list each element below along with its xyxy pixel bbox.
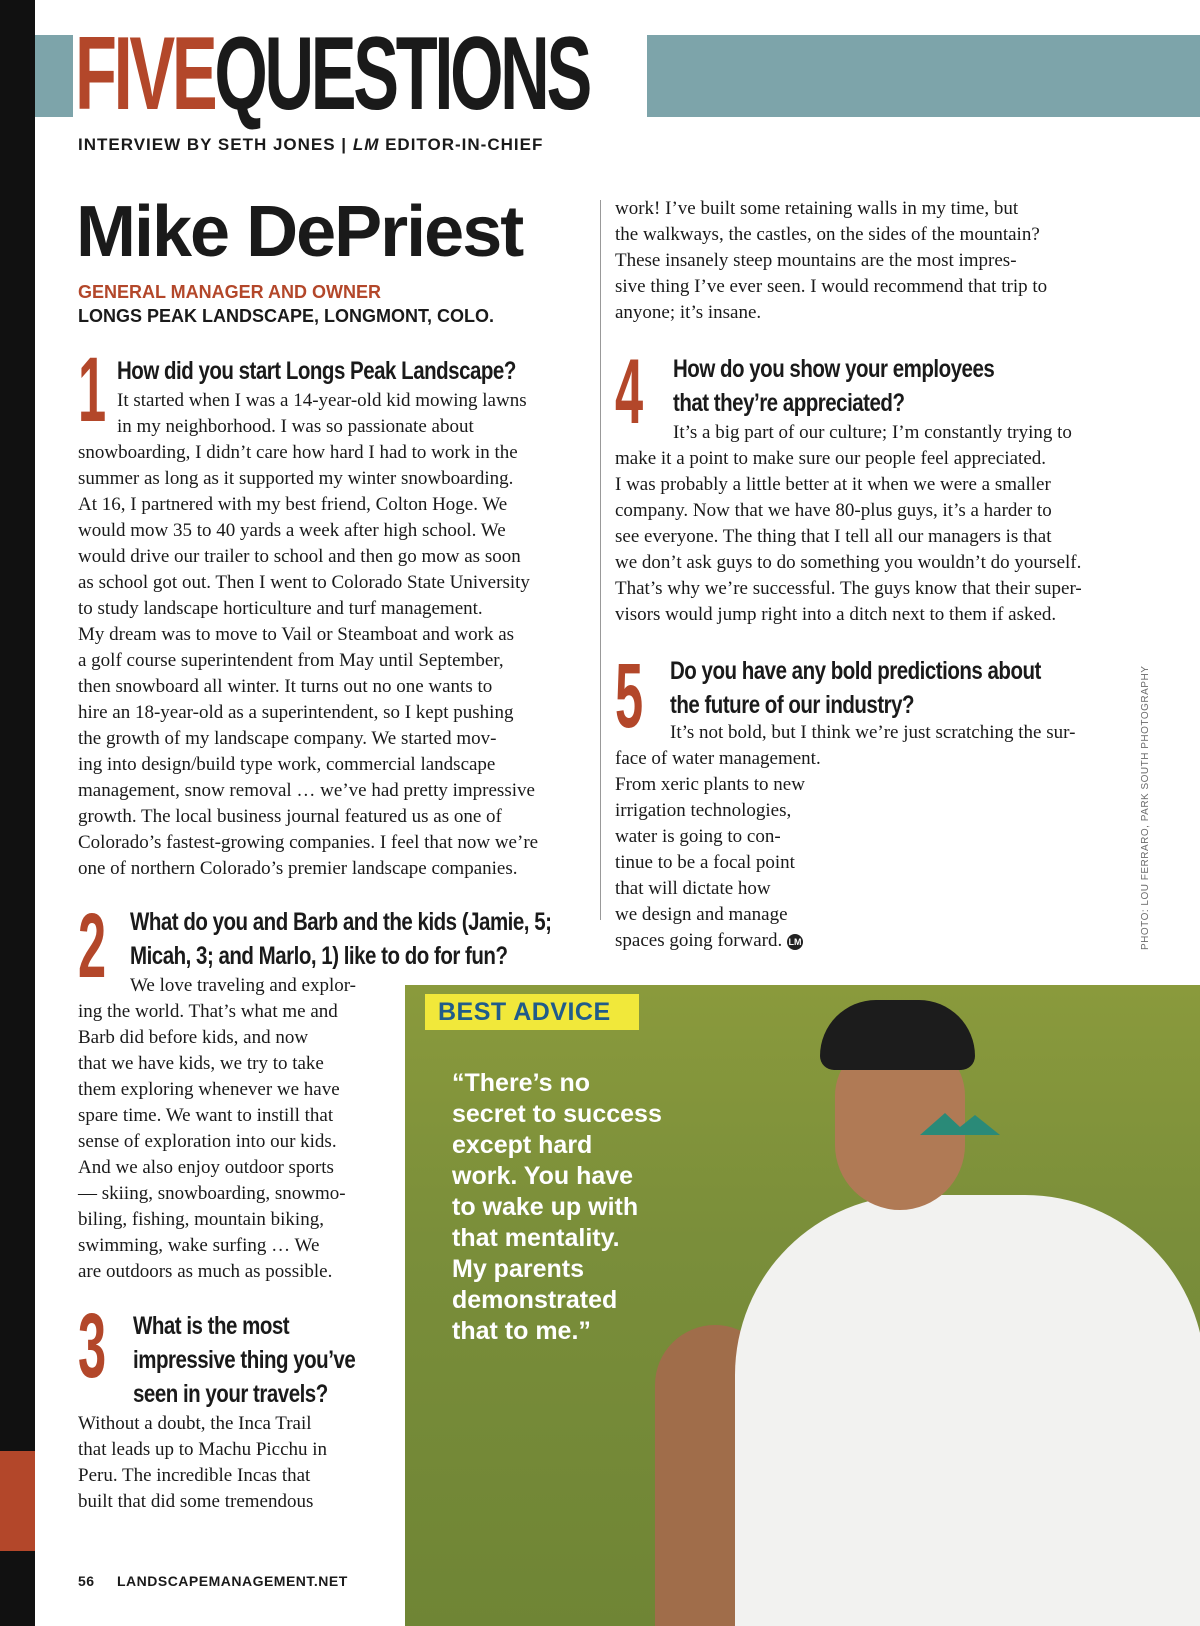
question-line: What is the most <box>133 1312 290 1340</box>
answer-line: These insanely steep mountains are the most impres- <box>615 250 1017 271</box>
footer-site: LANDSCAPEMANAGEMENT.NET <box>116 1573 348 1589</box>
byline-suffix: EDITOR-IN-CHIEF <box>385 135 544 154</box>
answer-line: in my neighborhood. I was so passionate about <box>117 416 474 437</box>
answer-text <box>670 720 1075 746</box>
question-line: the future of our industry? <box>670 691 915 719</box>
answer-line: ing the world. That’s what me and <box>78 1001 338 1022</box>
question-line: Micah, 3; and Marlo, 1) like to do for fun? <box>130 942 508 970</box>
quote-line: work. You have <box>452 1162 634 1190</box>
question-number: 1 <box>78 339 107 441</box>
answer-line: we don’t ask guys to do something you wouldn’t do yourself. <box>615 552 1082 573</box>
question-line: that they’re appreciated? <box>673 389 905 417</box>
answer-text <box>117 388 527 440</box>
answer-line: would drive our trailer to school and then go mow as soon <box>78 546 521 567</box>
answer-text <box>673 420 1072 446</box>
answer-text <box>78 1411 327 1515</box>
answer-line: swimming, wake surfing … We <box>78 1235 320 1256</box>
photo-cap <box>820 1000 975 1070</box>
left-accent-block <box>0 1451 35 1551</box>
quote-line: that mentality. <box>452 1224 620 1252</box>
answer-text <box>78 440 538 882</box>
lm-end-mark-icon: LM <box>787 934 803 950</box>
left-black-bar <box>0 0 35 1626</box>
answer-line: It started when I was a 14-year-old kid mowing lawns <box>117 390 527 411</box>
answer-line: It’s not bold, but I think we’re just scratching the sur- <box>670 722 1076 743</box>
question-heading: How did you start Longs Peak Landscape? <box>117 357 516 385</box>
answer-line: biling, fishing, mountain biking, <box>78 1209 324 1230</box>
answer-line: would mow 35 to 40 yards a week after high school. We <box>78 520 506 541</box>
header-teal-bar-right <box>647 35 1200 117</box>
question-line: How do you show your employees <box>673 355 995 383</box>
question-number: 2 <box>78 895 107 997</box>
photo-credit: PHOTO: LOU FERRARO, PARK SOUTH PHOTOGRAPHY <box>1140 665 1151 950</box>
question-heading <box>670 654 1041 722</box>
answer-line: snowboarding, I didn’t care how hard I had to work in the <box>78 442 518 463</box>
answer-line: to study landscape horticulture and turf management. <box>78 598 483 619</box>
question-heading <box>133 1309 355 1411</box>
answer-line: a golf course superintendent from May until September, <box>78 650 504 671</box>
answer-line: the walkways, the castles, on the sides of the mountain? <box>615 224 1040 245</box>
answer-line-text: spaces going forward. <box>615 930 783 951</box>
quote-line: My parents <box>452 1255 584 1283</box>
answer-line: see everyone. The thing that I tell all our managers is that <box>615 526 1052 547</box>
title-five: FIVE <box>75 16 215 132</box>
question-line: What do you and Barb and the kids (Jamie, 5; <box>130 908 552 936</box>
answer-line: sive thing I’ve ever seen. I would recommend that trip to <box>615 276 1048 297</box>
answer-line: one of northern Colorado’s premier landscape companies. <box>78 858 518 879</box>
subject-name: Mike DePriest <box>76 192 523 272</box>
answer-line: sense of exploration into our kids. <box>78 1131 337 1152</box>
answer-line: we design and manage <box>615 904 788 925</box>
answer-line <box>615 928 821 954</box>
answer-line: anyone; it’s insane. <box>615 302 762 323</box>
answer-line: It’s a big part of our culture; I’m constantly trying to <box>673 422 1072 443</box>
question-line: impressive thing you’ve <box>133 1346 356 1374</box>
answer-line: My dream was to move to Vail or Steamboat and work as <box>78 624 515 645</box>
section-title <box>75 16 589 132</box>
answer-line: that we have kids, we try to take <box>78 1053 324 1074</box>
answer-text <box>130 973 356 999</box>
question-number: 4 <box>615 341 644 443</box>
answer-line: Colorado’s fastest-growing companies. I feel that now we’re <box>78 832 539 853</box>
best-advice-label <box>425 994 639 1030</box>
answer-line: summer as long as it supported my winter snowboarding. <box>78 468 514 489</box>
answer-line: irrigation technologies, <box>615 800 792 821</box>
question-number: 5 <box>615 645 644 747</box>
byline-lm: LM <box>352 135 380 154</box>
answer-line: growth. The local business journal featured us as one of <box>78 806 502 827</box>
subject-company: LONGS PEAK LANDSCAPE, LONGMONT, COLO. <box>78 306 495 326</box>
answer-line: management, snow removal … we’ve had pretty impressive <box>78 780 535 801</box>
answer-line: water is going to con- <box>615 826 781 847</box>
answer-line: At 16, I partnered with my best friend, Colton Hoge. We <box>78 494 508 515</box>
answer-line: I was probably a little better at it when we were a smaller <box>615 474 1051 495</box>
answer-line: make it a point to make sure our people feel appreciated. <box>615 448 1047 469</box>
best-advice-quote <box>452 1068 732 1347</box>
answer-continued <box>615 196 1047 326</box>
answer-line: face of water management. <box>615 748 821 769</box>
quote-line: except hard <box>452 1131 593 1159</box>
answer-line: then snowboard all winter. It turns out no one wants to <box>78 676 493 697</box>
photo-shirt <box>735 1195 1200 1626</box>
question-number: 3 <box>78 1295 107 1397</box>
subject-role: GENERAL MANAGER AND OWNER <box>78 282 382 302</box>
answer-line: that will dictate how <box>615 878 771 899</box>
answer-text <box>615 446 1082 628</box>
quote-line: that to me.” <box>452 1317 591 1345</box>
quote-line: demonstrated <box>452 1286 618 1314</box>
answer-line: the growth of my landscape company. We started mov- <box>78 728 497 749</box>
answer-line: as school got out. Then I went to Colorado State University <box>78 572 530 593</box>
answer-line: are outdoors as much as possible. <box>78 1261 333 1282</box>
answer-line: And we also enjoy outdoor sports <box>78 1157 334 1178</box>
answer-line: that leads up to Machu Picchu in <box>78 1439 328 1460</box>
answer-line: — skiing, snowboarding, snowmo- <box>78 1183 346 1204</box>
question-line: Do you have any bold predictions about <box>670 657 1041 685</box>
answer-line: From xeric plants to new <box>615 774 805 795</box>
quote-line: to wake up with <box>452 1193 639 1221</box>
answer-line: hire an 18-year-old as a superintendent, so I kept pushing <box>78 702 514 723</box>
best-advice-label-text: BEST ADVICE <box>438 998 611 1026</box>
answer-line: work! I’ve built some retaining walls in my time, but <box>615 198 1019 219</box>
page-number: 56 <box>78 1573 95 1589</box>
byline-prefix: INTERVIEW BY SETH JONES | <box>78 135 348 154</box>
title-questions: QUESTIONS <box>214 16 589 132</box>
answer-text <box>615 746 821 954</box>
header-teal-bar-left <box>35 35 73 117</box>
question-line: seen in your travels? <box>133 1380 328 1408</box>
question-heading <box>130 905 551 973</box>
answer-line: Barb did before kids, and now <box>78 1027 309 1048</box>
quote-line: secret to success <box>452 1100 662 1128</box>
column-divider <box>600 200 601 920</box>
answer-line: Without a doubt, the Inca Trail <box>78 1413 312 1434</box>
question-heading <box>673 352 994 420</box>
quote-line: “There’s no <box>452 1069 590 1097</box>
answer-line: Peru. The incredible Incas that <box>78 1465 311 1486</box>
answer-line: built that did some tremendous <box>78 1491 314 1512</box>
shirt-logo-icon <box>915 1105 1005 1145</box>
answer-line: tinue to be a focal point <box>615 852 795 873</box>
answer-line: That’s why we’re successful. The guys know that their super- <box>615 578 1082 599</box>
answer-line: visors would jump right into a ditch next to them if asked. <box>615 604 1057 625</box>
page-footer <box>78 1573 348 1589</box>
byline <box>78 135 543 155</box>
answer-line: We love traveling and explor- <box>130 975 357 996</box>
answer-line: company. Now that we have 80-plus guys, it’s a harder to <box>615 500 1052 521</box>
answer-line: ing into design/build type work, commercial landscape <box>78 754 496 775</box>
answer-text <box>78 999 346 1285</box>
answer-line: spare time. We want to instill that <box>78 1105 334 1126</box>
answer-line: them exploring whenever we have <box>78 1079 340 1100</box>
